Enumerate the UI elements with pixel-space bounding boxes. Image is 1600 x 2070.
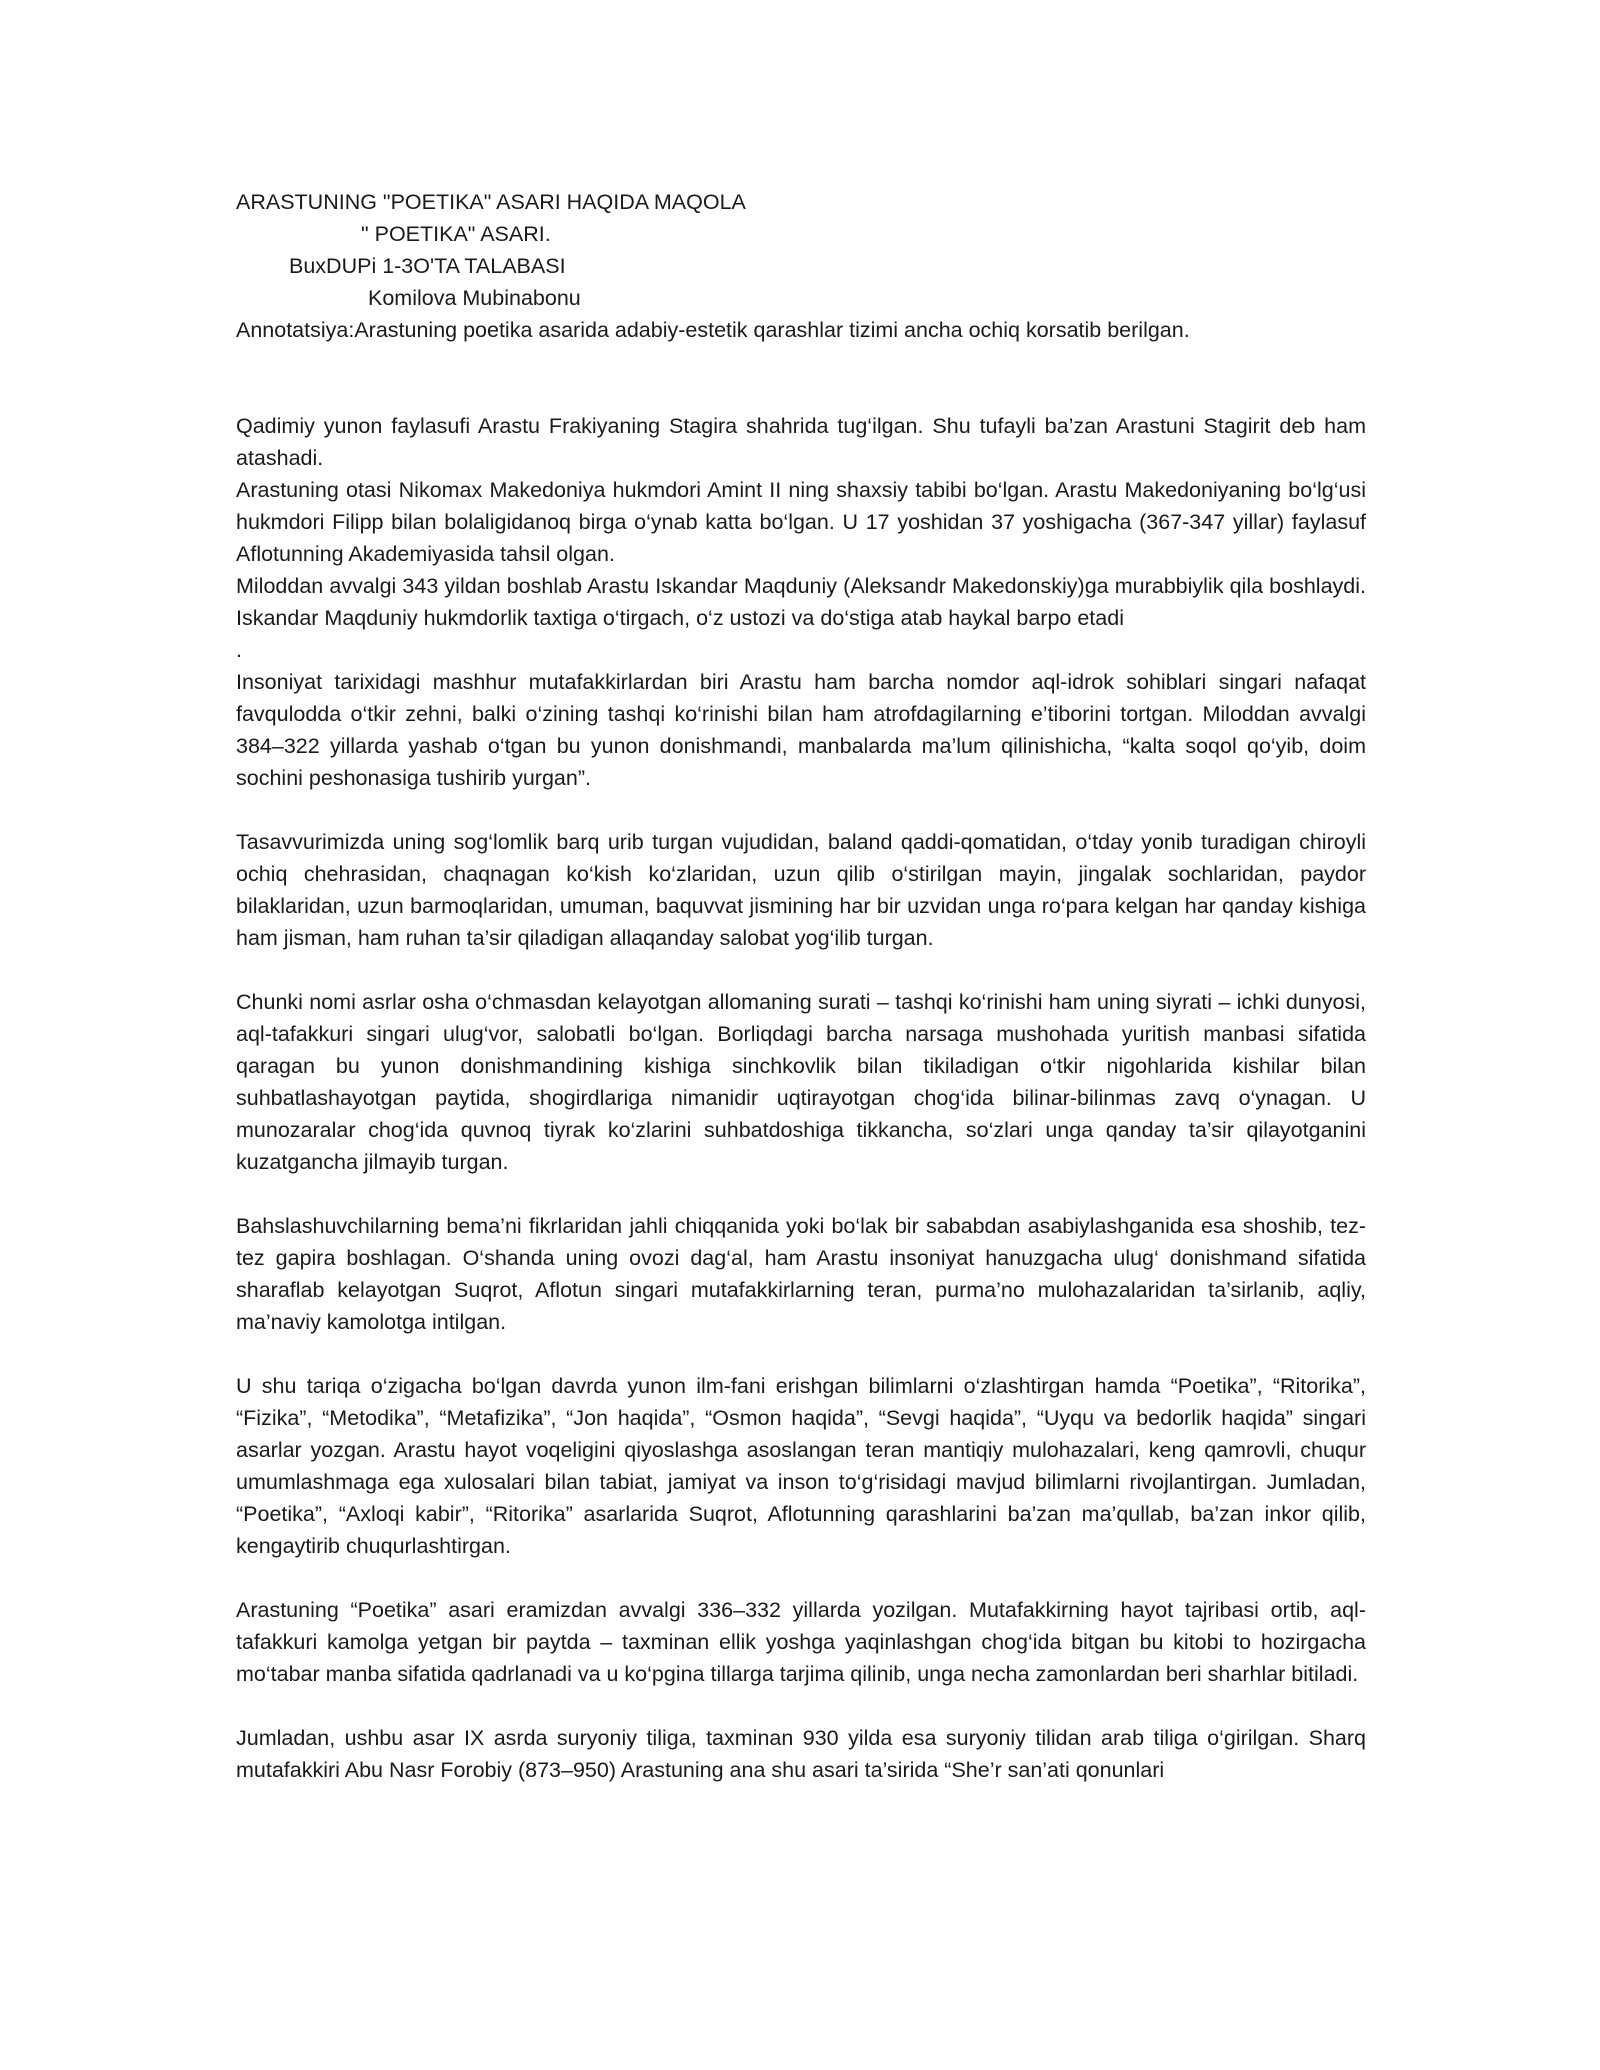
- paragraph-8: U shu tariqa o‘zigacha bo‘lgan davrda yunon ilm-fani erishgan bilimlarni o‘zlashtirgan hamda “Poetika”, “Ritorika”, “Fizika”, “Metodika”, “Metafizika”, “Jon haqida”, “Osmon haqida”, “Sevgi haqida”, “Uyqu va bedorlik haqida” singari asarlar yozgan. Arastu hayot voqeligini qiyoslashga asoslangan teran mantiqiy mulohazalari, keng qamrovli, chuqur umumlashmaga ega xulosalari bilan tabiat, jamiyat va inson to‘g‘risidagi mavjud bilimlarni rivojlantirgan. Jumladan, “Poetika”, “Axloqi kabir”, “Ritorika” asarlarida Suqrot, Aflotunning qarashlarini ba’zan ma’qullab, ba’zan inkor qilib, kengaytirib chuqurlashtirgan.: [236, 1374, 1366, 1558]
- stray-period: .: [236, 638, 242, 662]
- paragraph-3: Miloddan avvalgi 343 yildan boshlab Arastu Iskandar Maqduniy (Aleksandr Makedonskiy)ga murabbiylik qila boshlaydi. Iskandar Maqduniy hukmdorlik taxtiga o‘tirgach, o‘z ustozi va do‘stiga atab haykal barpo etadi: [236, 574, 1366, 630]
- author-affiliation: BuxDUPi 1-3O'TA TALABASI: [289, 254, 566, 278]
- paragraph-10: Jumladan, ushbu asar IX asrda suryoniy tiliga, taxminan 930 yilda esa suryoniy tilidan arab tiliga o‘girilgan. Sharq mutafakkiri Abu Nasr Forobiy (873–950) Arastuning ana shu asari ta’sirida “She’r san’ati qonunlari: [236, 1726, 1366, 1782]
- paragraph-9: Arastuning “Poetika” asari eramizdan avvalgi 336–332 yillarda yozilgan. Mutafakkirning hayot tajribasi ortib, aql-tafakkuri kamolga yetgan bir paytda – taxminan ellik yoshga yaqinlashgan chog‘ida bitgan bu kitobi to hozirgacha mo‘tabar manba sifatida qadrlanadi va u ko‘pgina tillarga tarjima qilinib, unga necha zamonlardan beri sharhlar bitiladi.: [236, 1598, 1366, 1686]
- spacer: [236, 346, 1366, 410]
- paragraph-6: Chunki nomi asrlar osha o‘chmasdan kelayotgan allomaning surati – tashqi ko‘rinishi ham uning siyrati – ichki dunyosi, aql-tafakkuri singari ulug‘vor, salobatli bo‘lgan. Borliqdagi barcha narsaga mushohada yuritish manbasi sifatida qaragan bu yunon donishmandining kishiga sinchkovlik bilan tikiladigan o‘tkir nigohlarida kishilar bilan suhbatlashayotgan paytida, shogirdlariga nimanidir uqtirayotgan chog‘ida bilinar-bilinmas zavq o‘ynagan. U munozaralar chog‘ida quvnoq tiyrak ko‘zlarini suhbatdoshiga tikkancha, so‘zlari unga qanday ta’sir qilayotganini kuzatgancha jilmayib turgan.: [236, 990, 1366, 1174]
- article-subtitle: " POETIKA" ASARI.: [361, 222, 551, 246]
- paragraph-4: Insoniyat tarixidagi mashhur mutafakkirlardan biri Arastu ham barcha nomdor aql-idrok sohiblari singari nafaqat favqulodda o‘tkir zehni, balki o‘zining tashqi ko‘rinishi bilan ham atrofdagilarning e’tiborini tortgan. Miloddan avvalgi 384–322 yillarda yashab o‘tgan bu yunon donishmandi, manbalarda ma’lum qilinishicha, “kalta soqol qo‘yib, doim sochini peshonasiga tushirib yurgan”.: [236, 670, 1366, 790]
- article-title: ARASTUNING "POETIKA" ASARI HAQIDA MAQOLA: [236, 190, 746, 214]
- paragraph-7: Bahslashuvchilarning bema’ni fikrlaridan jahli chiqqanida yoki bo‘lak bir sababdan asabiylashganida esa shoshib, tez-tez gapira boshlagan. O‘shanda uning ovozi dag‘al, ham Arastu insoniyat hanuzgacha ulug‘ donishmand sifatida sharaflab kelayotgan Suqrot, Aflotun singari mutafakkirlarning teran, purma’no mulohazalaridan ta’sirlanib, aqliy, ma’naviy kamolotga intilgan.: [236, 1214, 1366, 1334]
- document-page: [236, 186, 1366, 1786]
- author-name: Komilova Mubinabonu: [368, 286, 581, 310]
- paragraph-2: Arastuning otasi Nikomax Makedoniya hukmdori Amint II ning shaxsiy tabibi bo‘lgan. Arastu Makedoniyaning bo‘lg‘usi hukmdori Filipp bilan bolaligidanoq birga o‘ynab katta bo‘lgan. U 17 yoshidan 37 yoshigacha (367-347 yillar) faylasuf Aflotunning Akademiyasida tahsil olgan.: [236, 478, 1366, 566]
- paragraph-5: Tasavvurimizda uning sog‘lomlik barq urib turgan vujudidan, baland qaddi-qomatidan, o‘tday yonib turadigan chiroyli ochiq chehrasidan, chaqnagan ko‘kish ko‘zlaridan, uzun qilib o‘stirilgan mayin, jingalak sochlaridan, paydor bilaklaridan, uzun barmoqlaridan, umuman, baquvvat jismining har bir uzvidan unga ro‘para kelgan har qanday kishiga ham jisman, ham ruhan ta’sir qiladigan allaqanday salobat yog‘ilib turgan.: [236, 830, 1366, 950]
- annotation: Annotatsiya:Arastuning poetika asarida adabiy-estetik qarashlar tizimi ancha ochiq korsatib berilgan.: [236, 318, 1190, 342]
- paragraph-1: Qadimiy yunon faylasufi Arastu Frakiyaning Stagira shahrida tug‘ilgan. Shu tufayli ba’zan Arastuni Stagirit deb ham atashadi.: [236, 414, 1366, 470]
